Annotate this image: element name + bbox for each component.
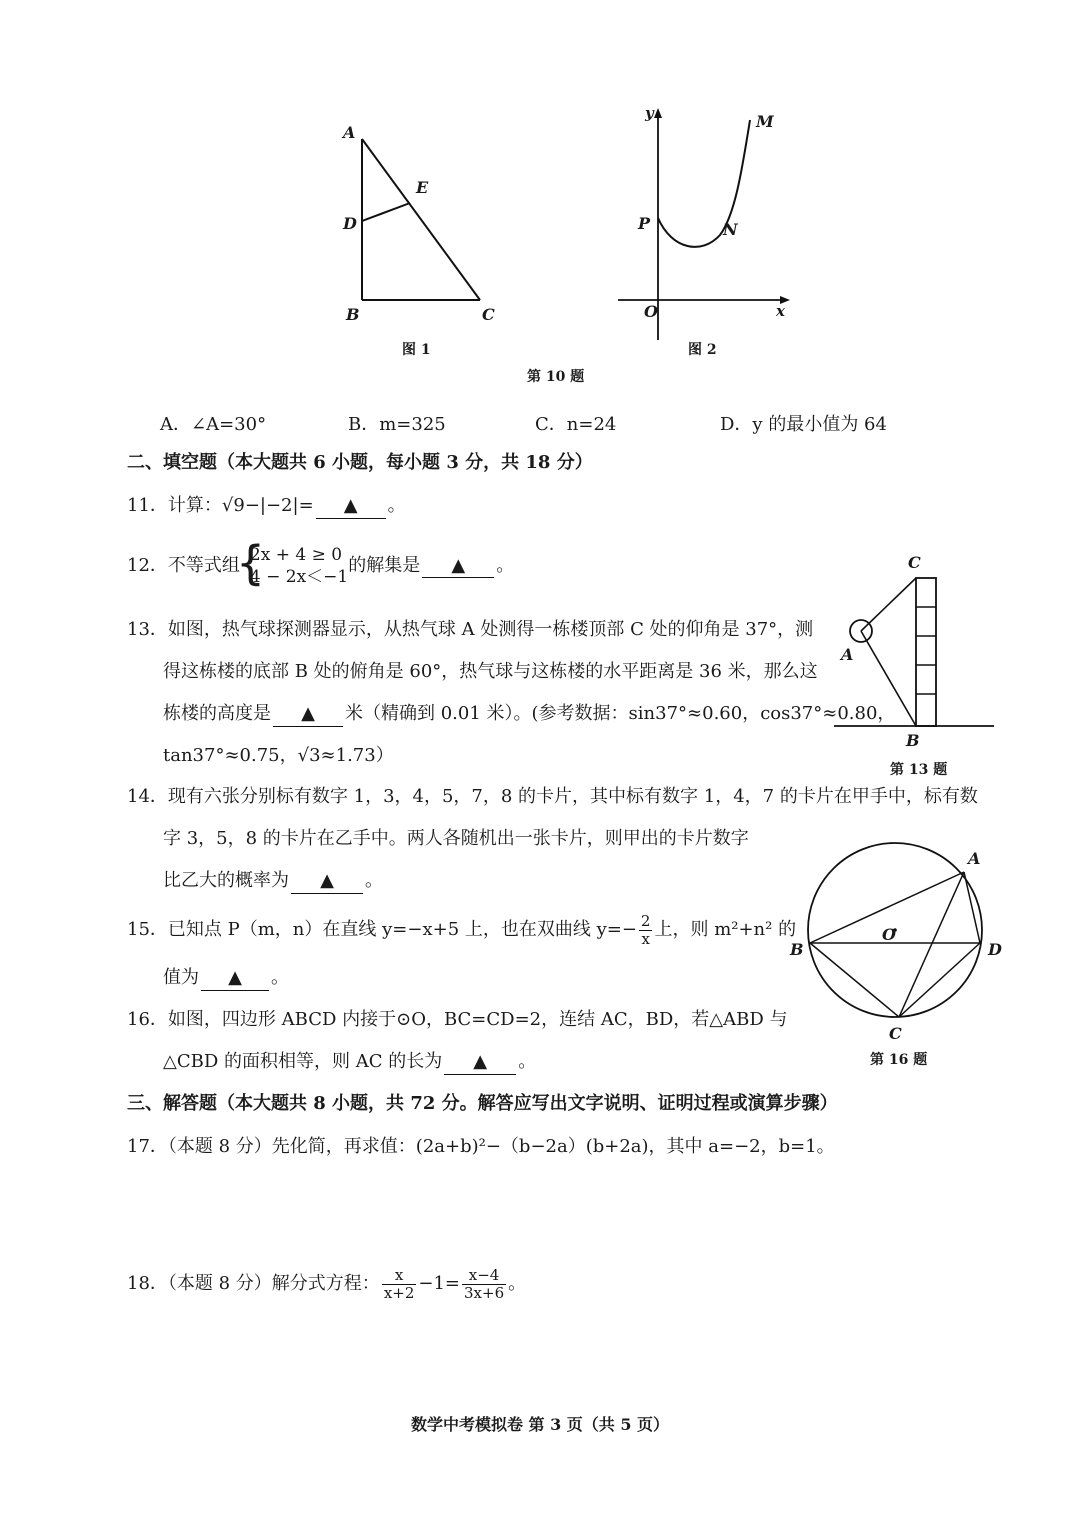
q16-number: 16． bbox=[127, 1009, 168, 1030]
fig1-label-b: B bbox=[346, 305, 360, 324]
q12-end: 。 bbox=[496, 555, 515, 576]
q10-option-a: A．∠A=30° bbox=[160, 414, 267, 435]
q13-text-3b: 米（精确到 0.01 米）。(参考数据：sin37°≈0.60，cos37°≈0.80， bbox=[345, 703, 896, 724]
q11-answer-blank: ▲ bbox=[316, 494, 386, 519]
q16-answer-blank: ▲ bbox=[444, 1050, 516, 1075]
page-footer: 数学中考模拟卷 第 3 页（共 5 页） bbox=[410, 1415, 670, 1434]
q12-answer-blank: ▲ bbox=[422, 555, 494, 578]
q15-text-2: 值为 bbox=[163, 967, 199, 988]
question-14-line-3 bbox=[163, 869, 383, 894]
question-16-line-1 bbox=[127, 1008, 787, 1032]
q10-option-c: C．n=24 bbox=[535, 414, 617, 435]
q14-end: 。 bbox=[365, 870, 383, 891]
q12-inequality-system bbox=[235, 536, 349, 590]
fig2-label-y: y bbox=[645, 104, 654, 122]
fig1-label-d: D bbox=[343, 214, 357, 233]
q15-text-1a: 已知点 P（m，n）在直线 y=−x+5 上，也在双曲线 y=− bbox=[167, 919, 637, 940]
fig16-label-d: D bbox=[988, 940, 1002, 959]
question-15-line-1 bbox=[127, 910, 796, 950]
fig2-label-p: P bbox=[638, 214, 651, 233]
q12-number: 12． bbox=[127, 555, 168, 576]
q17-number: 17． bbox=[127, 1136, 168, 1157]
question-15-line-2 bbox=[163, 966, 289, 991]
fig13-label-c: C bbox=[908, 553, 921, 572]
q13-text-1: 如图，热气球探测器显示，从热气球 A 处测得一栋楼顶部 C 处的仰角是 37°，测 bbox=[167, 619, 814, 640]
q17-text: （本题 8 分）先化简，再求值：(2a+b)²−（b−2a）(b+2a)，其中 a=−2，b=1。 bbox=[167, 1136, 835, 1157]
q15-end: 。 bbox=[271, 967, 289, 988]
figure-13-diagram bbox=[830, 570, 1000, 735]
q18-number: 18． bbox=[127, 1273, 168, 1294]
q13-text-3a: 栋楼的高度是 bbox=[163, 703, 271, 724]
question-13-line-3 bbox=[163, 702, 895, 727]
q14-text-1: 现有六张分别标有数字 1，3，4，5，7，8 的卡片，其中标有数字 1，4，7 的卡片在甲手中，标有数 bbox=[167, 786, 978, 807]
section-2-heading: 二、填空题（本大题共 6 小题，每小题 3 分，共 18 分） bbox=[127, 452, 593, 473]
question-18 bbox=[127, 1262, 526, 1306]
q18-text: （本题 8 分）解分式方程： bbox=[167, 1273, 380, 1294]
question-14-line-1 bbox=[127, 785, 978, 809]
q13-answer-blank: ▲ bbox=[273, 702, 343, 727]
fig1-label-c: C bbox=[482, 305, 495, 324]
q11-end: 。 bbox=[387, 495, 406, 516]
q10-option-b: B．m=325 bbox=[348, 414, 446, 435]
question-12 bbox=[127, 536, 515, 590]
fig16-caption: 第 16 题 bbox=[870, 1052, 928, 1068]
question-11 bbox=[127, 494, 406, 519]
q12-inequality-2: 4 − 2x＜−1 bbox=[249, 567, 349, 587]
fig2-label-o: O bbox=[644, 302, 658, 321]
q16-end: 。 bbox=[518, 1051, 537, 1072]
q18-fraction-left bbox=[382, 1267, 417, 1302]
q18-left-denominator: x+2 bbox=[383, 1283, 415, 1302]
q10-option-d: D．y 的最小值为 64 bbox=[720, 414, 887, 435]
question-17 bbox=[127, 1135, 835, 1159]
question-13-line-1 bbox=[127, 618, 813, 642]
fig16-label-a: A bbox=[968, 849, 981, 868]
q18-right-denominator: 3x+6 bbox=[464, 1283, 505, 1302]
q12-inequality-1: 2x + 4 ≥ 0 bbox=[249, 545, 343, 565]
q15-fraction bbox=[639, 913, 653, 948]
section-3-heading: 三、解答题（本大题共 8 小题，共 72 分。解答应写出文字说明、证明过程或演算步骤） bbox=[127, 1093, 838, 1114]
fig2-label-x: x bbox=[776, 302, 785, 320]
q14-answer-blank: ▲ bbox=[291, 869, 363, 894]
q13-text-4: tan37°≈0.75，√3≈1.73） bbox=[163, 745, 394, 766]
q13-number: 13． bbox=[127, 619, 168, 640]
fig2-caption: 图 2 bbox=[688, 342, 717, 358]
figure-10-caption: 第 10 题 bbox=[527, 369, 585, 385]
q16-text-1: 如图，四边形 ABCD 内接于⊙O，BC=CD=2，连结 AC，BD，若△ABD 与 bbox=[167, 1009, 788, 1030]
fig16-label-b: B bbox=[790, 940, 804, 959]
q18-middle: −1= bbox=[418, 1273, 461, 1294]
fig1-caption: 图 1 bbox=[402, 342, 431, 358]
q18-left-numerator: x bbox=[382, 1267, 417, 1285]
q18-end: 。 bbox=[508, 1273, 527, 1294]
q15-fraction-denominator: x bbox=[641, 929, 650, 948]
fig16-label-o: O bbox=[882, 925, 896, 944]
fig16-label-c: C bbox=[889, 1024, 902, 1043]
q16-text-2: △CBD 的面积相等，则 AC 的长为 bbox=[163, 1051, 443, 1072]
q11-number: 11． bbox=[127, 495, 168, 516]
q15-answer-blank: ▲ bbox=[201, 966, 269, 991]
fig1-label-e: E bbox=[416, 178, 429, 197]
fig13-caption: 第 13 题 bbox=[890, 762, 948, 778]
q18-fraction-right bbox=[462, 1267, 506, 1302]
q14-text-3: 比乙大的概率为 bbox=[163, 870, 289, 891]
q11-text: 计算：√9−|−2|= bbox=[167, 495, 314, 516]
q12-pre: 不等式组 bbox=[167, 555, 240, 576]
fig1-label-a: A bbox=[343, 123, 356, 142]
q15-text-1b: 上，则 m²+n² 的 bbox=[654, 919, 797, 940]
question-16-line-2 bbox=[163, 1050, 536, 1075]
q15-fraction-numerator: 2 bbox=[640, 911, 651, 930]
q13-text-2: 得这栋楼的底部 B 处的俯角是 60°，热气球与这栋楼的水平距离是 36 米，那么这 bbox=[163, 661, 818, 682]
brace-icon: { bbox=[235, 536, 266, 590]
q12-post: 的解集是 bbox=[348, 555, 421, 576]
fig2-label-n: N bbox=[723, 220, 738, 239]
q15-number: 15． bbox=[127, 919, 168, 940]
fig2-label-m: M bbox=[756, 112, 774, 131]
fig13-label-b: B bbox=[906, 731, 920, 750]
q18-right-numerator: x−4 bbox=[462, 1267, 506, 1285]
q14-text-2: 字 3，5，8 的卡片在乙手中。两人各随机出一张卡片，则甲出的卡片数字 bbox=[163, 828, 749, 849]
fig13-label-a: A bbox=[841, 645, 854, 664]
q14-number: 14． bbox=[127, 786, 168, 807]
figure-10-1-diagram bbox=[330, 115, 530, 335]
